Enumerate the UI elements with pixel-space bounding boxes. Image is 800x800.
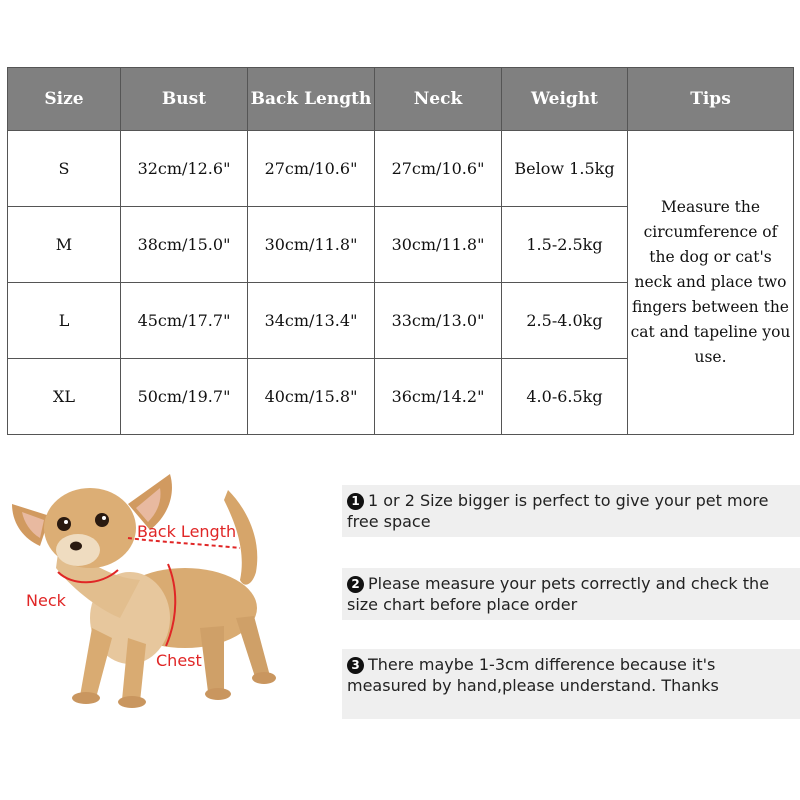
header-bust: Bust (121, 68, 248, 131)
cell-size: M (8, 207, 121, 283)
table-row (8, 131, 794, 207)
cell-bust: 32cm/12.6" (121, 131, 248, 207)
cell-bust: 38cm/15.0" (121, 207, 248, 283)
dog-measurement-figure (0, 468, 300, 728)
cell-weight: 1.5-2.5kg (502, 207, 628, 283)
header-back-length: Back Length (248, 68, 375, 131)
header-size: Size (8, 68, 121, 131)
table-header-row (8, 68, 794, 131)
note-text: There maybe 1-3cm difference because it's measured by hand,please understand. Thanks (347, 655, 719, 695)
note-3 (342, 649, 800, 719)
cell-size: S (8, 131, 121, 207)
cell-neck: 30cm/11.8" (375, 207, 502, 283)
size-chart-table (7, 67, 794, 435)
cell-back-length: 30cm/11.8" (248, 207, 375, 283)
note-text: 1 or 2 Size bigger is perfect to give your pet more free space (347, 491, 769, 531)
neck-label: Neck (26, 591, 66, 610)
cell-bust: 45cm/17.7" (121, 283, 248, 359)
number-1-icon: 1 (347, 493, 364, 510)
note-text: Please measure your pets correctly and check the size chart before place order (347, 574, 770, 614)
cell-back-length: 27cm/10.6" (248, 131, 375, 207)
header-weight: Weight (502, 68, 628, 131)
cell-back-length: 40cm/15.8" (248, 359, 375, 435)
number-3-icon: 3 (347, 657, 364, 674)
cell-neck: 36cm/14.2" (375, 359, 502, 435)
header-neck: Neck (375, 68, 502, 131)
cell-weight: 2.5-4.0kg (502, 283, 628, 359)
cell-bust: 50cm/19.7" (121, 359, 248, 435)
cell-neck: 27cm/10.6" (375, 131, 502, 207)
back-length-label: Back Length (137, 522, 237, 541)
note-2 (342, 568, 800, 620)
note-1 (342, 485, 800, 537)
header-tips: Tips (628, 68, 794, 131)
cell-size: L (8, 283, 121, 359)
chest-label: Chest (156, 651, 202, 670)
tips-cell: Measure the circumference of the dog or cat's neck and place two fingers between the cat and tapeline you use. (628, 131, 794, 435)
cell-size: XL (8, 359, 121, 435)
cell-back-length: 34cm/13.4" (248, 283, 375, 359)
cell-weight: 4.0-6.5kg (502, 359, 628, 435)
cell-neck: 33cm/13.0" (375, 283, 502, 359)
number-2-icon: 2 (347, 576, 364, 593)
cell-weight: Below 1.5kg (502, 131, 628, 207)
